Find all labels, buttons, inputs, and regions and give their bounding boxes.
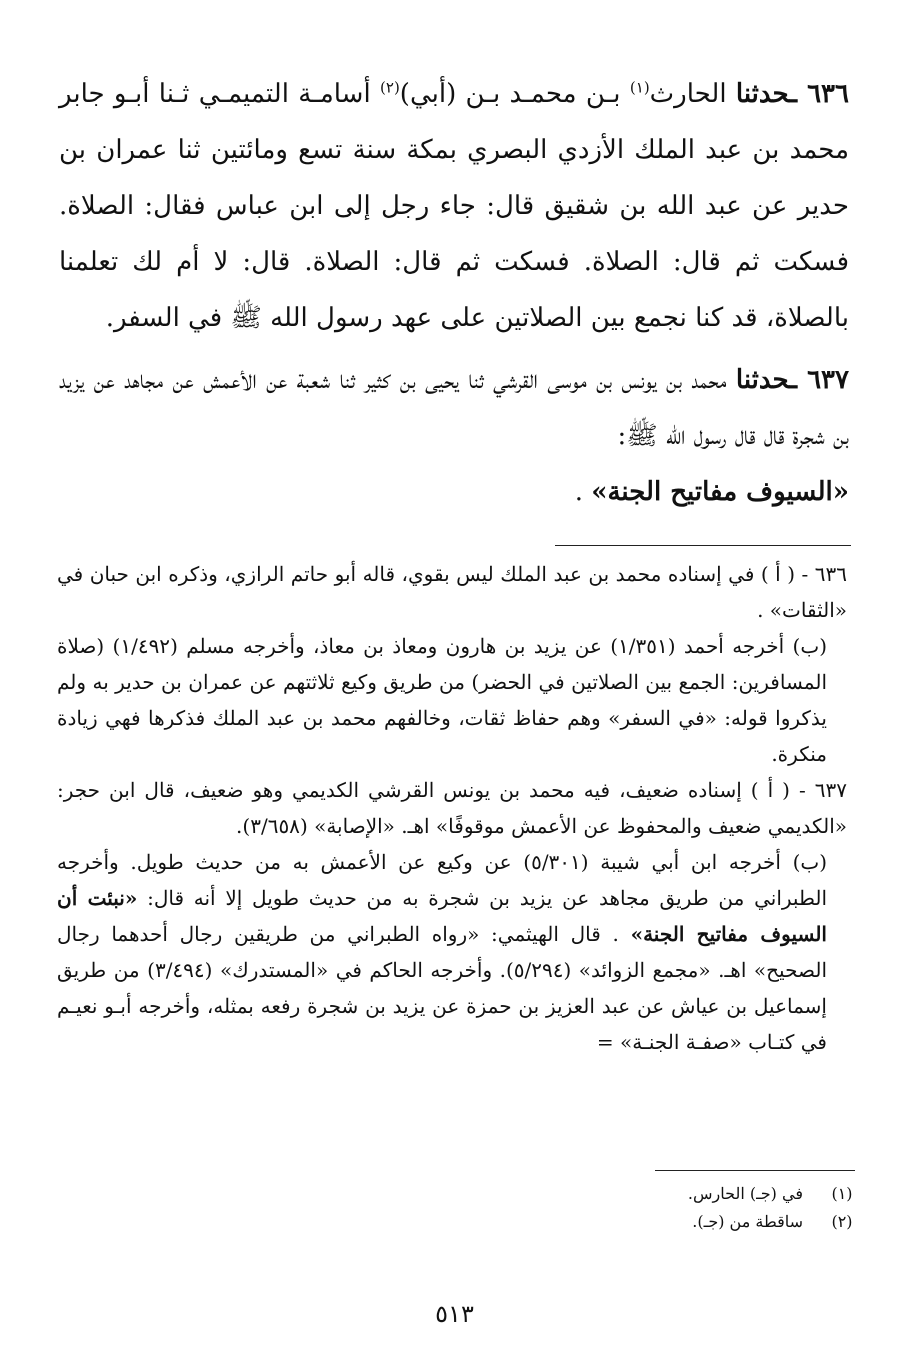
footnote-marker: (١) [831, 1184, 853, 1203]
hadith-text: أسامـة التميمـي ثـنا أبـو جابر محمد بن عبد الملك الأزدي البصري بمكة سنة تسع ومائتين ثنا عمران بن حدير عن عبد الله بن شقيق قال: جاء رجل إلى ابن عباس فقال: الصلاة. فسكت ثم قال: الصلاة. فسكت ثم قال: الصلاة. قال: لا أم لك تعلمنا بالصلاة، قد كنا نجمع بين الصلاتين على عهد رسول الله ﷺ في السفر. [59, 79, 849, 333]
hadith-text: بـن محمـد بـن (أبي) [399, 79, 630, 109]
note-quote: «نبئت أن السيوف مفاتيح الجنة» [57, 886, 827, 946]
hadith-637 [59, 352, 849, 520]
page-number: ٥١٣ [435, 1300, 474, 1328]
hadith-636 [59, 66, 849, 346]
note-636-a: ٦٣٦ - ( أ ) في إسناده محمد بن عبد الملك ليس بقوي، قاله أبو حاتم الرازي، وذكره ابن حبان في «الثقات» . [57, 562, 847, 622]
note-636-b: (ب) أخرجه أحمد (١/٣٥١) عن يزيد بن هارون ومعاذ بن معاذ، وأخرجه مسلم (١/٤٩٢) (صلاة المسافرين: الجمع بين الصلاتين في الحضر) من طريق وكيع ثلاثتهم عن عمران بن حدير به ولم يذكروا قوله: «في السفر» وهم حفاظ ثقات، وخالفهم محمد بن عبد الملك فذكرها فهي زيادة منكرة. [57, 634, 827, 766]
main-text [59, 66, 849, 526]
hadith-lead: حدثنا [735, 79, 790, 109]
note-text: . قال الهيثمي: «رواه الطبراني من طريقين رجال أحدهما رجال الصحيح» اهـ. «مجمع الزوائد» (٥/٢٩٤). وأخرجه الحاكم في «المستدرك» (٣/٤٩٤) من طريق إسماعيل بن عياش عن عبد العزيز بن حمزة عن يزيد بن شجرة رفعه بمثله، وأخرجه أبـو نعيـم في كتـاب «صفـة الجنـة» = [57, 922, 827, 1054]
footnotes [457, 1180, 857, 1236]
note-text: (ب) أخرجه ابن أبي شيبة (٥/٣٠١) عن وكيع عن الأعمش به من حديث طويل. وأخرجه الطبراني من طريق مجاهد عن يزيد بن شجرة به من حديث طويل إلا أنه قال: [57, 850, 828, 910]
footnote-ref: (١) [629, 78, 650, 97]
footnote-item [457, 1180, 857, 1208]
footnote-marker: (٢) [831, 1212, 853, 1231]
hadith-text: محمد بن يونس بن موسى القرشي ثنا يحيى بن كثير ثنا شعبة عن الأعمش عن مجاهد عن يزيد بن شجرة قال قال رسول الله ﷺ: [59, 365, 849, 451]
note-637-a: ٦٣٧ - ( أ ) إسناده ضعيف، فيه محمد بن يونس القرشي الكديمي وهو ضعيف، قال ابن حجر: «الكديمي ضعيف والمحفوظ عن الأعمش موقوفًا» اهـ. «الإصابة» (٣/٦٥٨). [57, 778, 847, 838]
note-637-b [57, 844, 847, 1060]
hadith-number: ٦٣٧ ـ [789, 365, 849, 395]
footnote-ref: (٢) [380, 78, 400, 97]
notes-divider [555, 545, 851, 546]
footnotes-divider [655, 1170, 855, 1171]
commentary-notes [57, 556, 847, 1060]
footnote-item [457, 1208, 857, 1236]
hadith-text: الحارث [649, 79, 736, 109]
hadith-quote: «السيوف مفاتيح الجنة» [591, 477, 849, 507]
hadith-number: ٦٣٦ ـ [789, 79, 849, 109]
footnote-text: في (جـ) الحارس. [687, 1184, 803, 1203]
hadith-lead: حدثنا [735, 365, 790, 395]
hadith-text: . [574, 477, 592, 507]
footnote-text: ساقطة من (جـ). [692, 1212, 803, 1231]
